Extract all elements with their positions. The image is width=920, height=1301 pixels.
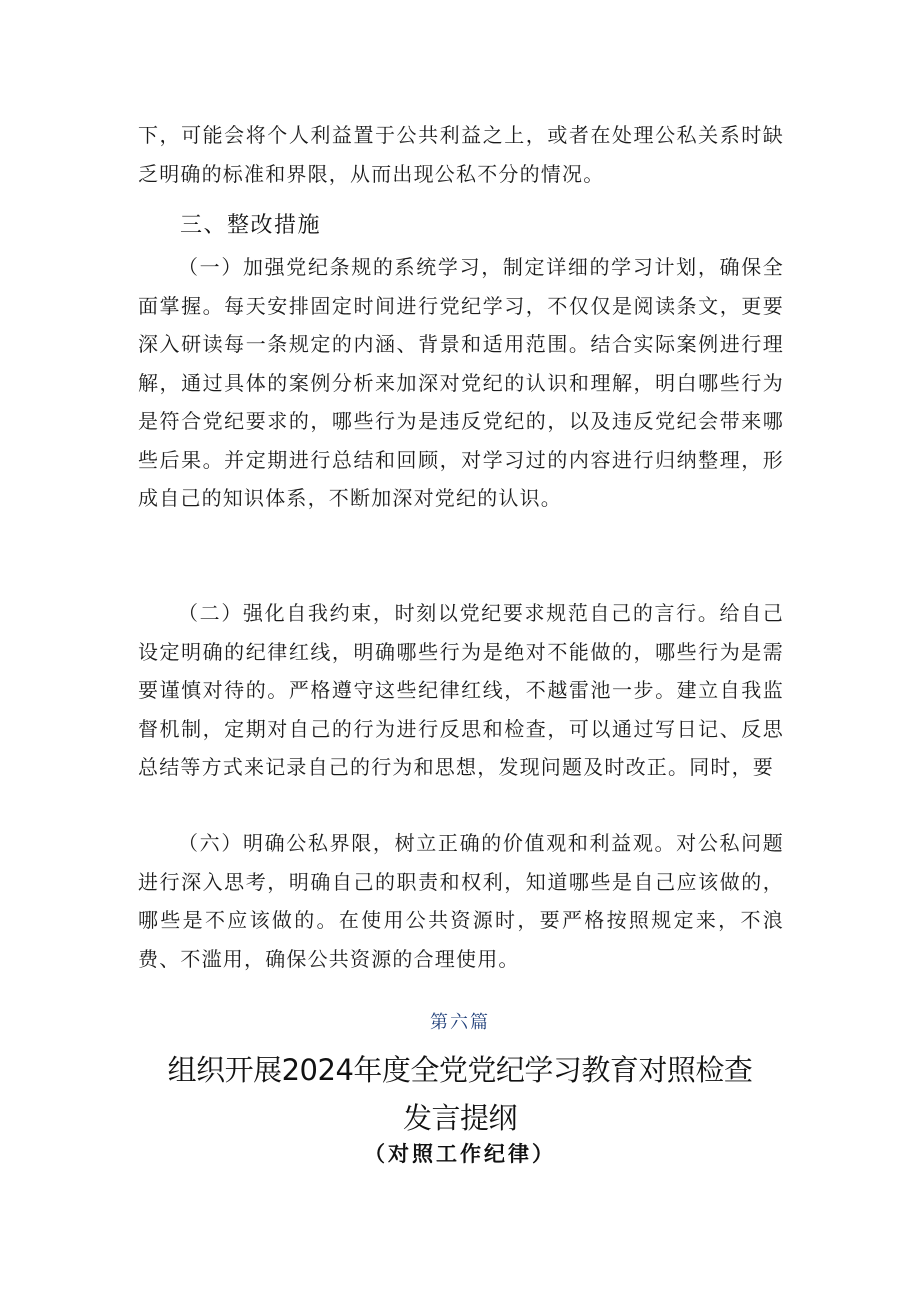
paragraph-measure-one: （一）加强党纪条规的系统学习，制定详细的学习计划，确保全面掌握。每天安排固定时间进行党纪学习，不仅仅是阅读条文，更要深入研读每一条规定的内涵、背景和适用范围。结合实际案例进行理解，通过具体的案例分析来加深对党纪的认识和理解，明白哪些行为是符合党纪要求的，哪些行为是违反党纪的，以及违反党纪会带来哪些后果。并定期进行总结和回顾，对学习过的内容进行归纳整理，形成自己的知识体系，不断加深对党纪的认识。 <box>138 255 784 510</box>
section-number-label: 第六篇 <box>430 1012 490 1033</box>
paragraph-measure-two: （二）强化自我约束，时刻以党纪要求规范自己的言行。给自己设定明确的纪律红线，明确哪些行为是绝对不能做的，哪些行为是需要谨慎对待的。严格遵守这些纪律红线，不越雷池一步。建立自我监督机制，定期对自己的行为进行反思和检查，可以通过写日记、反思总结等方式来记录自己的行为和思想，发现问题及时改正。同时，要 <box>138 601 784 779</box>
section-heading-rectification: 三、整改措施 <box>180 213 322 238</box>
document-title <box>0 1046 920 1142</box>
paragraph-continuation: 下，可能会将个人利益置于公共利益之上，或者在处理公私关系时缺乏明确的标准和界限，从而出现公私不分的情况。 <box>138 123 784 186</box>
document-title-line-2: 发言提纲 <box>402 1101 517 1135</box>
document-subtitle: （对照工作纪律） <box>364 1141 556 1166</box>
paragraph-measure-six: （六）明确公私界限，树立正确的价值观和利益观。对公私问题进行深入思考，明确自己的职责和权利，知道哪些是自己应该做的，哪些是不应该做的。在使用公共资源时，要严格按照规定来，不浪费、不滥用，确保公共资源的合理使用。 <box>138 831 784 971</box>
document-title-line-1: 组织开展2024年度全党党纪学习教育对照检查 <box>167 1053 753 1087</box>
